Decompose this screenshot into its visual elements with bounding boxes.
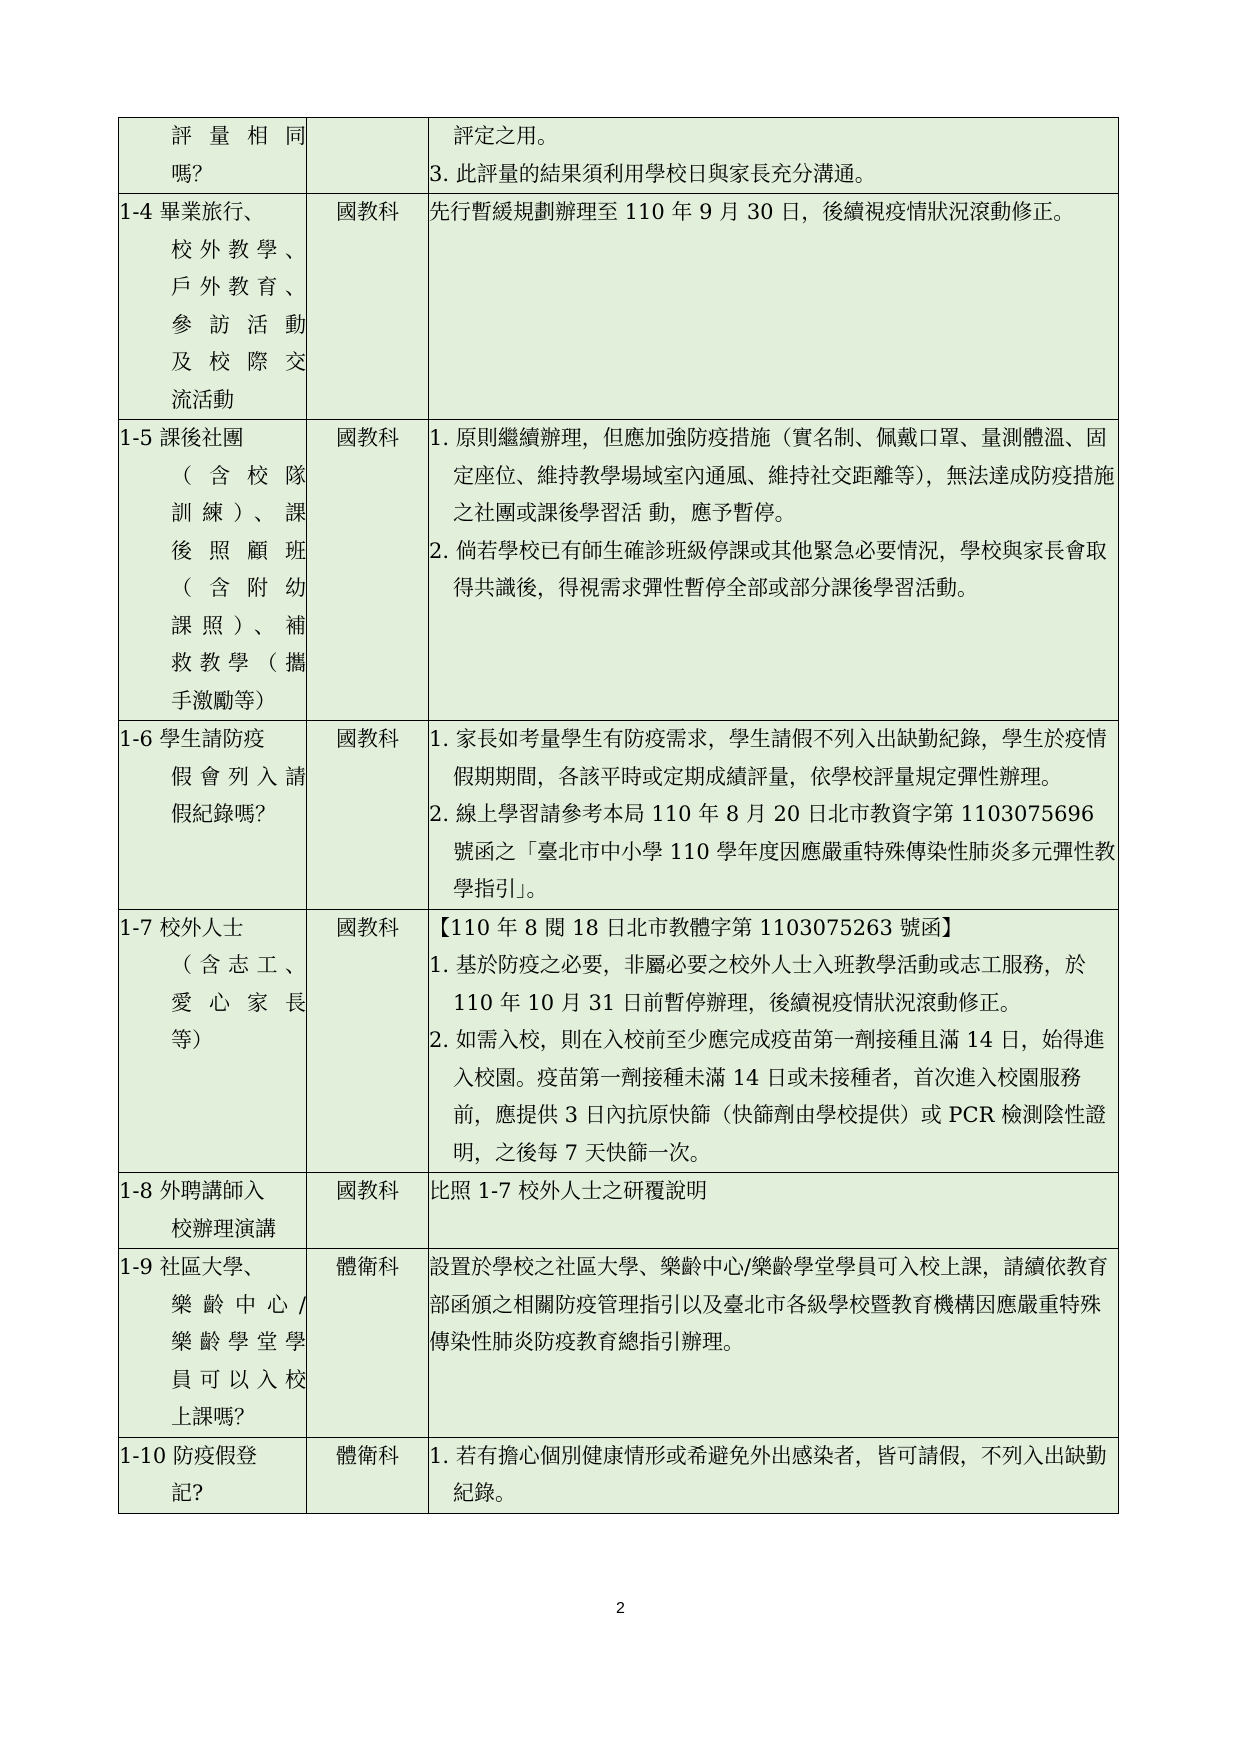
responsible-unit-cell bbox=[307, 118, 429, 194]
table-row bbox=[119, 1249, 1119, 1438]
question-text-line: 後照顧班 bbox=[171, 538, 306, 563]
question-cell bbox=[119, 194, 307, 420]
answer-paragraph: 3. 此評量的結果須利用學校日與家長充分溝通。 bbox=[429, 161, 876, 186]
answer-list-item: 1. 基於防疫之必要，非屬必要之校外人士入班教學活動或志工服務，於 110 年 10 月 31 日前暫停辦理，後續視疫情狀況滾動修正。 bbox=[429, 953, 1086, 1015]
answer-list-item: 2. 倘若學校已有師生確診班級停課或其他緊急必要情況，學校與家長會取得共識後，得視需求彈性暫停全部或部分課後學習活動。 bbox=[429, 538, 1107, 600]
question-text-line: 等） bbox=[171, 1028, 213, 1052]
answer-paragraph: 評定之用。 bbox=[453, 124, 558, 148]
question-text-line: 1-10 防疫假登 bbox=[119, 1443, 257, 1468]
question-text-line: 參訪活動 bbox=[171, 312, 306, 337]
faq-table bbox=[118, 117, 1119, 1514]
question-text-line: （含志工、 bbox=[171, 953, 306, 977]
question-text-line: 樂齡中心/ bbox=[171, 1292, 306, 1317]
answer-cell bbox=[429, 721, 1119, 910]
table-row bbox=[119, 194, 1119, 420]
table-row bbox=[119, 909, 1119, 1173]
question-cell bbox=[119, 1437, 307, 1513]
question-text-line: 愛心家長 bbox=[171, 990, 306, 1015]
question-text-line: 救教學（攜 bbox=[171, 651, 306, 675]
answer-cell bbox=[429, 420, 1119, 721]
question-text-line: 嗎？ bbox=[171, 161, 213, 186]
question-text-line: 訓練）、課 bbox=[171, 501, 306, 525]
question-text-line: 校辦理演講 bbox=[171, 1216, 276, 1241]
question-text-line: 1-5 課後社團 bbox=[119, 426, 244, 450]
table-row bbox=[119, 1437, 1119, 1513]
question-text-line: 1-8 外聘講師入 bbox=[119, 1179, 265, 1203]
question-text-line: 流活動 bbox=[171, 387, 234, 412]
question-cell bbox=[119, 909, 307, 1173]
answer-cell bbox=[429, 1437, 1119, 1513]
question-cell bbox=[119, 420, 307, 721]
answer-paragraph: 比照 1-7 校外人士之研覆說明 bbox=[429, 1179, 708, 1203]
question-text-line: 手激勵等） bbox=[171, 688, 276, 713]
page-number: 2 bbox=[616, 1600, 625, 1617]
responsible-unit-cell: 體衛科 bbox=[307, 1437, 429, 1513]
answer-cell bbox=[429, 909, 1119, 1173]
responsible-unit-cell: 國教科 bbox=[307, 420, 429, 721]
question-cell bbox=[119, 118, 307, 194]
question-text-line: 假紀錄嗎？ bbox=[171, 802, 276, 826]
question-text-line: 1-7 校外人士 bbox=[119, 915, 244, 940]
answer-paragraph: 【110 年 8 閱 18 日北市教體字第 1103075263 號函】 bbox=[429, 915, 963, 940]
responsible-unit-cell: 國教科 bbox=[307, 721, 429, 910]
question-text-line: 1-9 社區大學、 bbox=[119, 1255, 265, 1279]
responsible-unit-cell: 國教科 bbox=[307, 1173, 429, 1249]
question-cell bbox=[119, 721, 307, 910]
question-text-line: （含附幼 bbox=[171, 576, 306, 600]
answer-list-item: 1. 原則繼續辦理，但應加強防疫措施（實名制、佩戴口罩、量測體溫、固定座位、維持教學場域室內通風、維持社交距離等），無法達成防疫措施之社團或課後學習活 動，應予暫停。 bbox=[429, 426, 1115, 525]
responsible-unit-cell: 體衛科 bbox=[307, 1249, 429, 1438]
table-row bbox=[119, 118, 1119, 194]
question-text-line: 及校際交 bbox=[171, 350, 306, 374]
answer-cell bbox=[429, 118, 1119, 194]
responsible-unit-cell: 國教科 bbox=[307, 909, 429, 1173]
answer-list-item: 2. 線上學習請參考本局 110 年 8 月 20 日北市教資字第 1103075696 號函之「臺北市中小學 110 學年度因應嚴重特殊傳染性肺炎多元彈性教學指引」。 bbox=[429, 802, 1116, 901]
answer-list-item: 1. 家長如考量學生有防疫需求，學生請假不列入出缺勤紀錄，學生於疫情假期期間，各該平時或定期成績評量，依學校評量規定彈性辦理。 bbox=[429, 727, 1107, 789]
question-text-line: 樂齡學堂學 bbox=[171, 1330, 306, 1354]
question-text-line: 戶外教育、 bbox=[171, 275, 306, 299]
question-text-line: 課照）、補 bbox=[171, 613, 306, 638]
question-text-line: 校外教學、 bbox=[171, 237, 306, 262]
faq-table-body bbox=[119, 118, 1119, 1514]
question-cell bbox=[119, 1249, 307, 1438]
answer-list-item: 2. 如需入校，則在入校前至少應完成疫苗第一劑接種且滿 14 日，始得進入校園。疫苗第一劑接種未滿 14 日或未接種者，首次進入校園服務前，應提供 3 日內抗原快篩（快篩劑由學校提供）或 PCR 檢測陰性證明，之後每 7 天快篩一次。 bbox=[429, 1028, 1107, 1165]
answer-paragraph: 先行暫緩規劃辦理至 110 年 9 月 30 日，後續視疫情狀況滾動修正。 bbox=[429, 200, 1075, 224]
answer-cell bbox=[429, 1249, 1119, 1438]
answer-paragraph: 設置於學校之社區大學、樂齡中心/樂齡學堂學員可入校上課，請續依教育部函頒之相關防疫管理指引以及臺北市各級學校暨教育機構因應嚴重特殊傳染性肺炎防疫教育總指引辦理。 bbox=[429, 1255, 1109, 1354]
table-row bbox=[119, 420, 1119, 721]
answer-cell bbox=[429, 1173, 1119, 1249]
answer-cell bbox=[429, 194, 1119, 420]
question-cell bbox=[119, 1173, 307, 1249]
table-row bbox=[119, 721, 1119, 910]
question-text-line: 記? bbox=[171, 1481, 204, 1505]
question-text-line: 評量相同 bbox=[171, 124, 306, 148]
answer-list-item: 1. 若有擔心個別健康情形或希避免外出感染者，皆可請假，不列入出缺勤紀錄。 bbox=[429, 1443, 1107, 1505]
table-row bbox=[119, 1173, 1119, 1249]
question-text-line: 上課嗎？ bbox=[171, 1405, 255, 1429]
responsible-unit-cell: 國教科 bbox=[307, 194, 429, 420]
question-text-line: 員可以入校 bbox=[171, 1367, 306, 1392]
question-text-line: （含校隊 bbox=[171, 463, 306, 488]
question-text-line: 假會列入請 bbox=[171, 764, 306, 789]
question-text-line: 1-6 學生請防疫 bbox=[119, 727, 265, 751]
question-text-line: 1-4 畢業旅行、 bbox=[119, 200, 265, 224]
